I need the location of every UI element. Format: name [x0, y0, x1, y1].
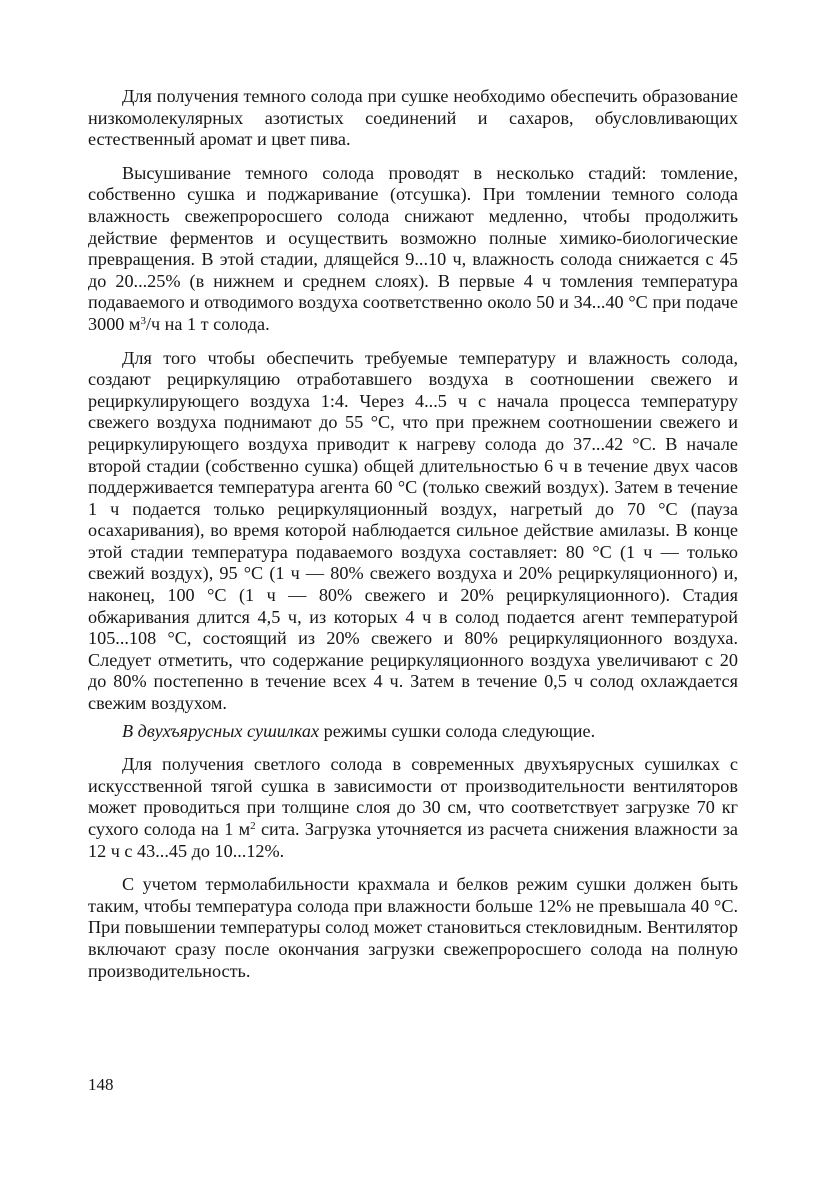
- paragraph-5-tail: сита. Загрузка уточняется из расчета снижения влажности за 12 ч с 43...45 до 10...12%.: [88, 819, 738, 861]
- paragraph-6: [88, 874, 738, 982]
- paragraph-2-superscript: 3: [140, 314, 146, 327]
- paragraph-3-text: Для того чтобы обеспечить требуемые температуру и влажность солода, создают рециркуляцию отработавшего воздуха в соотношении свежего и рециркулирующего воздуха 1:4. Через 4...5 ч с начала процесса температуру свежего воздуха поднимают до 55 °С, что при прежнем соотношении свежего и рециркулирующего воздуха приводит к нагреву солода до 37...42 °С. В начале второй стадии (собственно сушка) общей длительностью 6 ч в течение двух часов поддерживается температура агента 60 °С (только свежий воздух). Затем в течение 1 ч подается только рециркуляционный воздух, нагретый до 70 °С (пауза осахаривания), во время которой наблюдается сильное действие амилазы. В конце этой стадии температура подаваемого воздуха составляет: 80 °С (1 ч — только свежий воздух), 95 °С (1 ч — 80% свежего воздуха и 20% рециркуляционного) и, наконец, 100 °С (1 ч — 80% свежего и 20% рециркуляционного). Стадия обжаривания длится 4,5 ч, из которых 4 ч в солод подается агент температурой 105...108 °С, состоящий из 20% свежего и 80% рециркуляционного воздуха. Следует отметить, что содержание рециркуляционного воздуха увеличивают с 20 до 80% постепенно в течение всех 4 ч. Затем в течение 0,5 ч солод охлаждается свежим воздухом.: [88, 347, 738, 714]
- document-page: [88, 86, 738, 982]
- paragraph-3: [88, 348, 738, 715]
- paragraph-1: [88, 86, 738, 151]
- paragraph-6-text: С учетом термолабильности крахмала и белков режим сушки должен быть таким, чтобы температура солода при влажности больше 12% не превышала 40 °С. При повышении температуры солод может становиться стекловидным. Вентилятор включают сразу после окончания загрузки свежепроросшего солода на полную производительность.: [88, 874, 738, 981]
- paragraph-1-text: Для получения темного солода при сушке необходимо обеспечить образование низкомолекулярных азотистых соединений и сахаров, обусловливающих естественный аромат и цвет пива.: [88, 86, 738, 150]
- paragraph-4-text: режимы сушки солода следующие.: [319, 720, 596, 741]
- paragraph-5-text: Для получения светлого солода в современных двухъярусных сушилках с искусственной тягой сушка в зависимости от производительности вентиляторов может проводиться при толщине слоя до 30 см, что соответствует загрузке 70 кг сухого солода на 1 м: [88, 754, 738, 839]
- paragraph-4-italic-lead: В двухъярусных сушилках: [122, 720, 320, 741]
- paragraph-2-tail: /ч на 1 т солода.: [145, 313, 270, 334]
- paragraph-5-superscript: 2: [250, 820, 256, 832]
- paragraph-5: [88, 754, 738, 862]
- page-number: 148: [88, 1075, 114, 1094]
- paragraph-4: [88, 721, 738, 743]
- paragraph-2-text: Высушивание темного солода проводят в несколько стадий: томление, собственно сушка и поджаривание (отсушка). При томлении темного солода влажность свежепроросшего солода снижают медленно, чтобы продолжить действие ферментов и осуществить возможно полные химико-биологические превращения. В этой стадии, длящейся 9...10 ч, влажность солода снижается с 45 до 20...25% (в нижнем и среднем слоях). В первые 4 ч томления температура подаваемого и отводимого воздуха соответственно около 50 и 34...40 °С при подаче 3000 м: [88, 162, 738, 334]
- paragraph-2: [88, 163, 738, 336]
